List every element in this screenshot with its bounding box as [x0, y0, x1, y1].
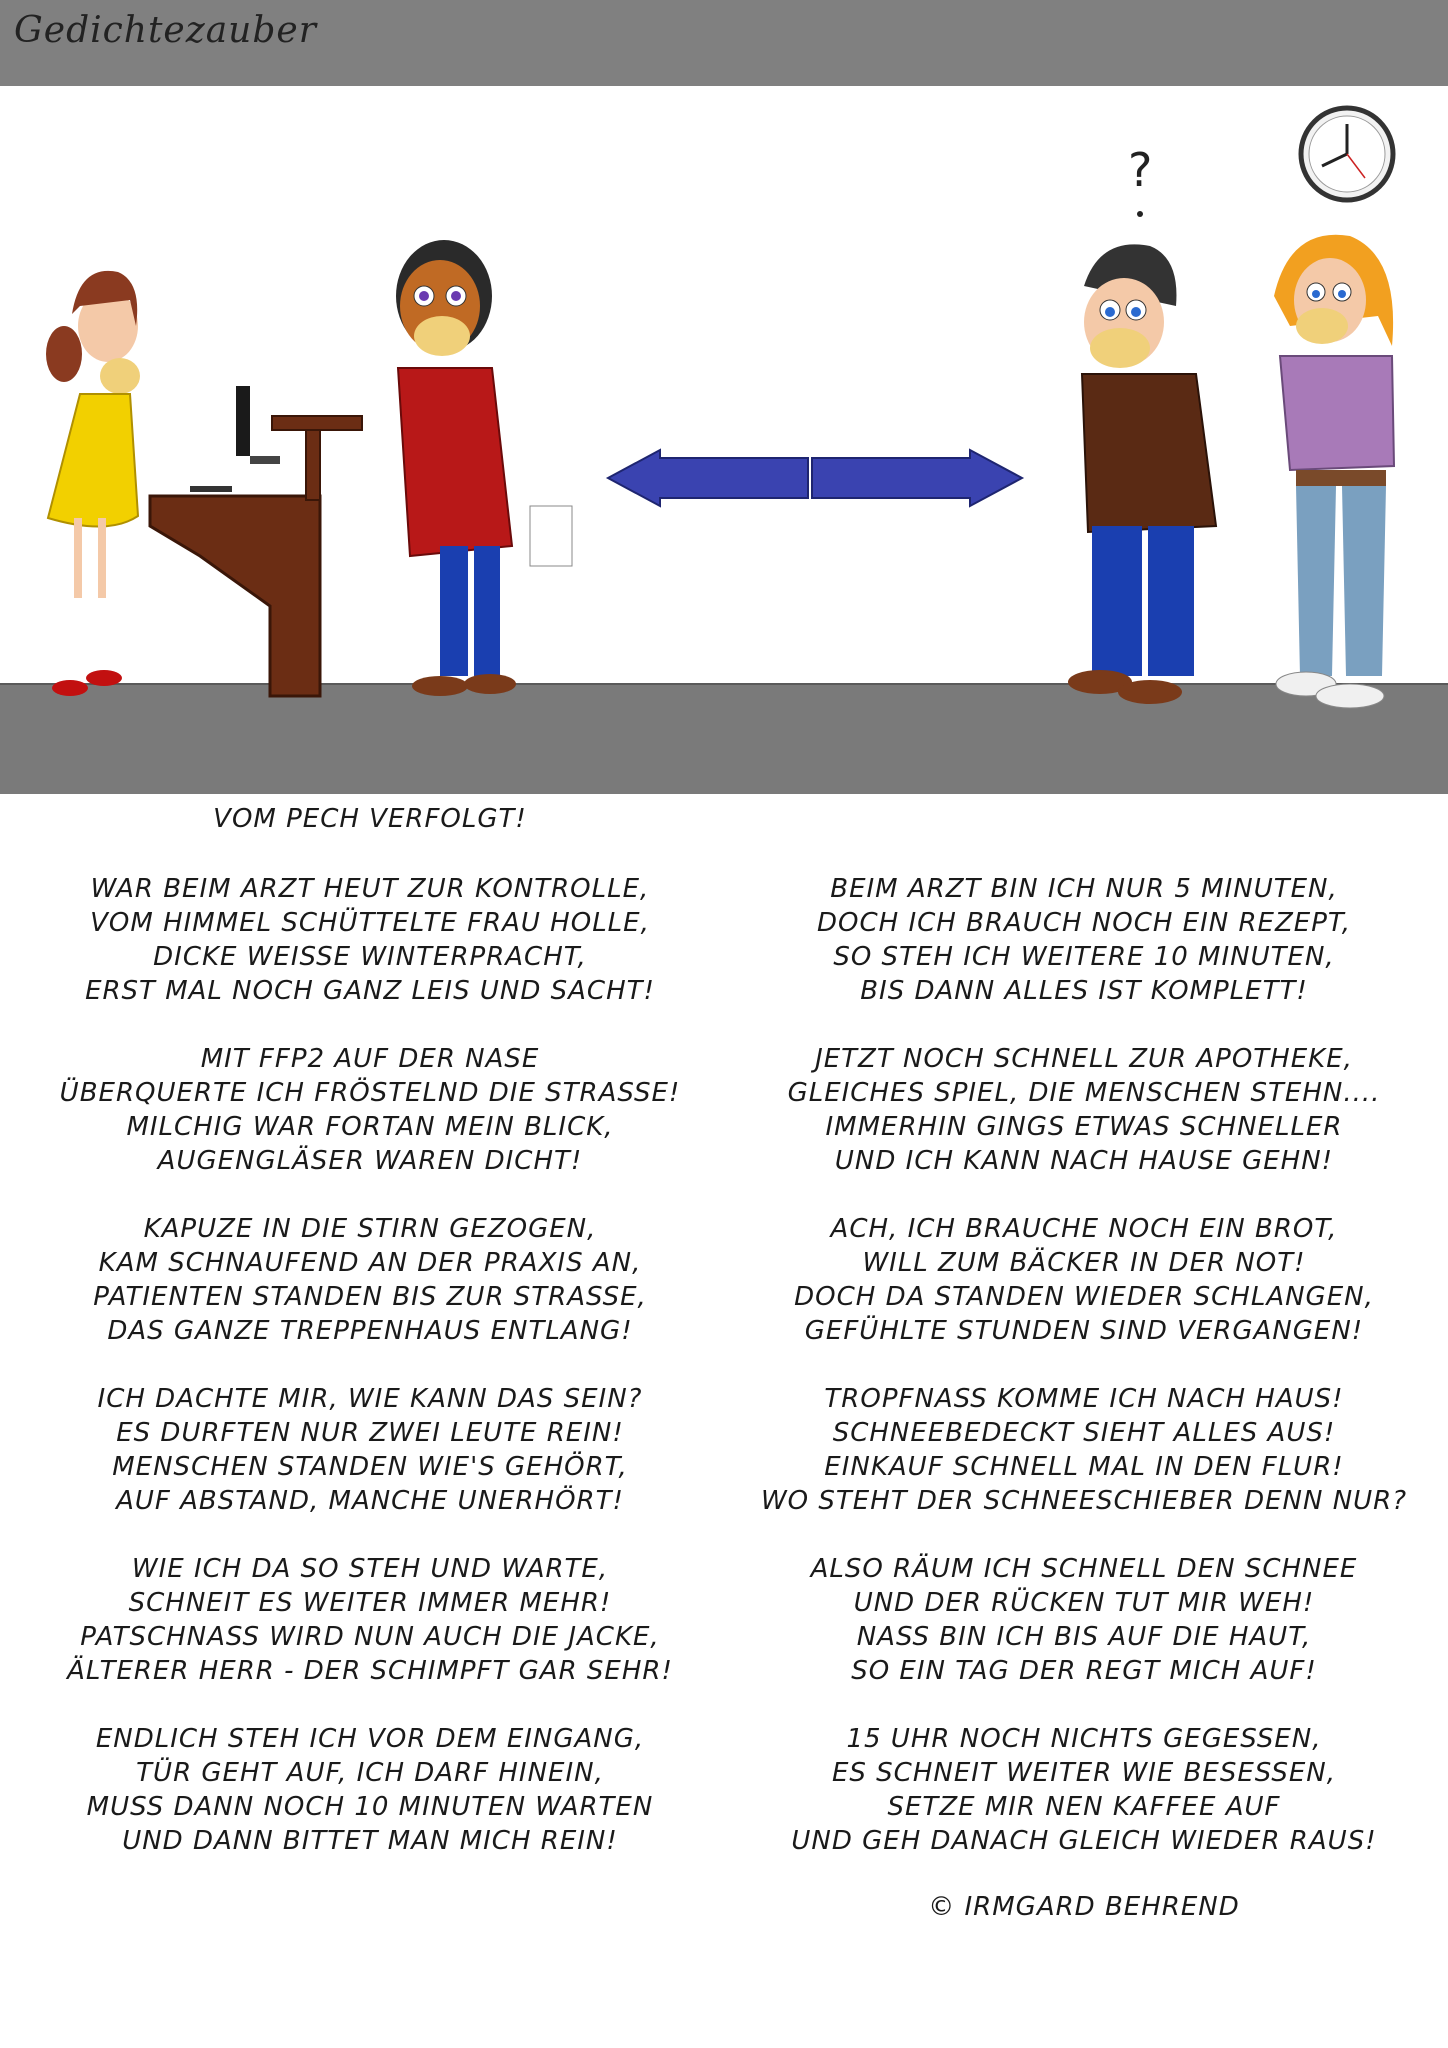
man-brown-sweater-figure [1068, 244, 1216, 704]
poem-line: DOCH ICH BRAUCH NOCH EIN REZEPT, [817, 908, 1351, 938]
poem-line: KAM SCHNAUFEND AN DER PRAXIS AN, [98, 1248, 642, 1278]
monitor-icon [236, 386, 250, 456]
poem-line: SO EIN TAG DER REGT MICH AUF! [851, 1656, 1317, 1686]
poem-line: PATIENTEN STANDEN BIS ZUR STRASSE, [93, 1282, 647, 1312]
reception-desk [150, 386, 362, 696]
woman-purple-top-figure [1274, 235, 1394, 708]
poem-line: SETZE MIR NEN KAFFEE AUF [887, 1792, 1281, 1822]
poem-line: UND GEH DANACH GLEICH WIEDER RAUS! [791, 1826, 1377, 1856]
stanza [0, 1552, 740, 1688]
poem-line: JETZT NOCH SCHNELL ZUR APOTHEKE, [815, 1044, 1353, 1074]
poem-line: MUSS DANN NOCH 10 MINUTEN WARTEN [86, 1792, 654, 1822]
poem-line: TROPFNASS KOMME ICH NACH HAUS! [824, 1384, 1344, 1414]
poem-line: IMMERHIN GINGS ETWAS SCHNELLER [825, 1112, 1343, 1142]
poem-line: WO STEHT DER SCHNEESCHIEBER DENN NUR? [760, 1486, 1408, 1516]
stanza [0, 1722, 740, 1858]
poem-line: MIT FFP2 AUF DER NASE [200, 1044, 540, 1074]
poem-line: TÜR GEHT AUF, ICH DARF HINEIN, [136, 1758, 604, 1788]
stanza [720, 1042, 1448, 1178]
poem-title: VOM PECH VERFOLGT! [213, 804, 527, 834]
poem-line: VOM HIMMEL SCHÜTTELTE FRAU HOLLE, [90, 908, 650, 938]
poem-line: SCHNEIT ES WEITER IMMER MEHR! [128, 1588, 612, 1618]
poem-line: SCHNEEBEDECKT SIEHT ALLES AUS! [832, 1418, 1336, 1448]
poem-line: GEFÜHLTE STUNDEN SIND VERGANGEN! [804, 1316, 1364, 1346]
brand-logo: Gedichtezauber [14, 10, 317, 51]
double-arrow-icon [608, 450, 1022, 506]
poem-line: ÜBERQUERTE ICH FRÖSTELND DIE STRASSE! [59, 1078, 681, 1108]
poem-line: UND ICH KANN NACH HAUSE GEHN! [834, 1146, 1334, 1176]
poem-line: PATSCHNASS WIRD NUN AUCH DIE JACKE, [80, 1622, 660, 1652]
question-mark-icon [1128, 143, 1152, 217]
stanza [720, 872, 1448, 1008]
floor [0, 684, 1448, 794]
paper-slip [530, 506, 572, 566]
illustration-scene [0, 86, 1448, 794]
poem-left-column [0, 872, 740, 1892]
poem-line: DICKE WEISSE WINTERPRACHT, [153, 942, 587, 972]
poem-line: UND DER RÜCKEN TUT MIR WEH! [853, 1588, 1315, 1618]
poem-line: ÄLTERER HERR - DER SCHIMPFT GAR SEHR! [67, 1656, 673, 1686]
svg-text:?: ? [1128, 143, 1153, 197]
poem-line: ES SCHNEIT WEITER WIE BESESSEN, [831, 1758, 1337, 1788]
poem-line: ENDLICH STEH ICH VOR DEM EINGANG, [95, 1724, 645, 1754]
poem-line: ERST MAL NOCH GANZ LEIS UND SACHT! [85, 976, 655, 1006]
poem-line: GLEICHES SPIEL, DIE MENSCHEN STEHN.... [787, 1078, 1381, 1108]
poem-line: AUF ABSTAND, MANCHE UNERHÖRT! [116, 1486, 624, 1516]
stanza [720, 1382, 1448, 1518]
stanza [0, 1042, 740, 1178]
poem-line: KAPUZE IN DIE STIRN GEZOGEN, [143, 1214, 597, 1244]
stanza [0, 1212, 740, 1348]
waiting-room-illustration [0, 86, 1448, 794]
poem-line: 15 UHR NOCH NICHTS GEGESSEN, [846, 1724, 1322, 1754]
poem-line: ICH DACHTE MIR, WIE KANN DAS SEIN? [97, 1384, 643, 1414]
stanza [720, 1552, 1448, 1688]
poem-line: WAR BEIM ARZT HEUT ZUR KONTROLLE, [90, 874, 650, 904]
poem-line: BEIM ARZT BIN ICH NUR 5 MINUTEN, [830, 874, 1338, 904]
poem-line: WIE ICH DA SO STEH UND WARTE, [131, 1554, 609, 1584]
poem-line: ACH, ICH BRAUCHE NOCH EIN BROT, [830, 1214, 1338, 1244]
poem-line: DAS GANZE TREPPENHAUS ENTLANG! [107, 1316, 633, 1346]
keyboard-icon [190, 486, 232, 492]
man-red-shirt-figure [396, 240, 572, 696]
poem-line: MILCHIG WAR FORTAN MEIN BLICK, [126, 1112, 614, 1142]
clock-icon [1301, 108, 1393, 200]
copyright-notice: © IRMGARD BEHREND [928, 1892, 1240, 1922]
poem-line: MENSCHEN STANDEN WIE'S GEHÖRT, [112, 1452, 628, 1482]
poem-line: BIS DANN ALLES IST KOMPLETT! [860, 976, 1308, 1006]
poem-line: SO STEH ICH WEITERE 10 MINUTEN, [833, 942, 1335, 972]
poem-line: ALSO RÄUM ICH SCHNELL DEN SCHNEE [810, 1554, 1358, 1584]
receptionist-figure [46, 271, 140, 696]
poem-line: UND DANN BITTET MAN MICH REIN! [122, 1826, 618, 1856]
stanza [720, 1722, 1448, 1858]
stanza [0, 1382, 740, 1518]
poem-right-column [720, 872, 1448, 1892]
poem-line: ES DURFTEN NUR ZWEI LEUTE REIN! [116, 1418, 624, 1448]
poem-line: AUGENGLÄSER WAREN DICHT! [157, 1146, 583, 1176]
poem-line: DOCH DA STANDEN WIEDER SCHLANGEN, [794, 1282, 1374, 1312]
poem-line: WILL ZUM BÄCKER IN DER NOT! [862, 1248, 1306, 1278]
header-bar [0, 0, 1448, 86]
poem-line: NASS BIN ICH BIS AUF DIE HAUT, [856, 1622, 1312, 1652]
poem-line: EINKAUF SCHNELL MAL IN DEN FLUR! [824, 1452, 1344, 1482]
stanza [0, 872, 740, 1008]
stanza [720, 1212, 1448, 1348]
